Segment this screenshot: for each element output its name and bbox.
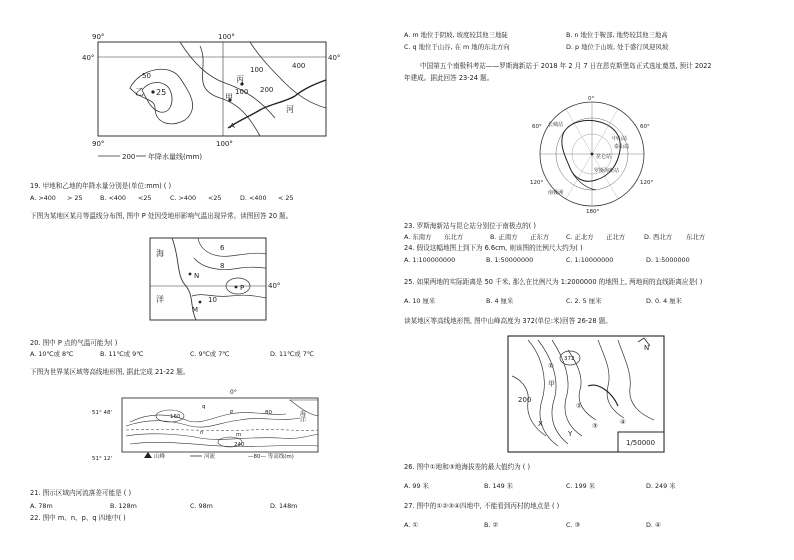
- he-label: 河: [286, 105, 294, 114]
- q23-opt-b: B. 正南方: [490, 233, 518, 241]
- q24-opt-d: D. 1:5000000: [646, 256, 690, 264]
- elev-200: 200: [518, 396, 532, 404]
- intro-21: 下图为世界某区域等高线地形图, 据此完成 21-22 题。: [30, 368, 190, 376]
- polar-top: 0°: [588, 96, 595, 102]
- legend-contour: —80— 等高线(m): [248, 454, 294, 460]
- q23-stem: 23. 罗斯海新站与昆仑站分别位于南极点的( ): [404, 222, 536, 230]
- q19-opt-d2: < 25: [278, 194, 294, 202]
- mark-160: 160: [170, 414, 181, 420]
- q23-opt-b2: 正东方: [530, 233, 550, 241]
- q25-stem: 25. 如果两地的实际距离是 50 千米, 那么在比例尺为 1:2000000 的地图上, 两地间的直线距离应是( ): [404, 278, 703, 286]
- q24-opt-c: C. 1:10000000: [566, 256, 614, 264]
- mark-q: q: [202, 404, 206, 410]
- q26-opt-b: B. 149 米: [484, 482, 514, 490]
- polar-rt: 60°: [640, 124, 650, 130]
- x-label: X: [538, 420, 543, 428]
- q20-opt-b: B. 11℃或 9℃: [100, 350, 144, 358]
- mark-m: m: [236, 432, 242, 438]
- lat-1: 51° 48': [92, 410, 113, 416]
- q27-opt-c: C. ③: [566, 521, 581, 529]
- q20-stem: 20. 图中 P 点的气温可能为( ): [30, 339, 118, 347]
- contour-25: 25: [156, 88, 167, 97]
- contour-100b: 100: [235, 88, 249, 96]
- contour-400: 400: [292, 62, 306, 70]
- q23-opt-c2: 正北方: [606, 233, 626, 241]
- point-3: ③: [592, 422, 598, 430]
- q23-opt-d: D. 西北方: [644, 233, 673, 241]
- polar-bottom: 180°: [586, 209, 600, 215]
- legend-200: 200: [122, 153, 136, 161]
- isotherm-6: 6: [220, 244, 225, 252]
- intro-23-line1: 中国第五个南极科考站——罗斯海新站于 2018 年 2 月 7 日在恩克斯堡岛正式选址奠基, 预计 2022: [420, 62, 712, 70]
- q22-stem: 22. 图中 m、n、p、q 四地中( ): [30, 514, 126, 522]
- isotherm-map: [150, 238, 290, 322]
- q20-opt-a: A. 10℃或 8℃: [30, 350, 74, 358]
- q21-opt-c: C. 98m: [190, 502, 213, 510]
- lon-label-bottom-90: 90°: [92, 140, 105, 148]
- station-rosssea: 罗斯海新站: [594, 168, 620, 174]
- polar-lt: 60°: [532, 124, 542, 130]
- legend-peak: 山峰: [154, 454, 166, 460]
- precipitation-map: [60, 28, 360, 178]
- lon-label-top-100: 100°: [218, 33, 235, 41]
- contour-50: 50: [142, 72, 151, 80]
- isotherm-10: 10: [208, 296, 217, 304]
- sea-label: 海洋: [298, 410, 306, 422]
- q22-opt-d: D. p 地位于山坡, 处于盛行风迎风坡: [566, 43, 669, 51]
- yi-label: 乙: [135, 88, 145, 98]
- q22-opt-b: B. n 地位于鞍部, 地势较其他三地高: [566, 31, 668, 39]
- contour-200: 200: [260, 86, 274, 94]
- q27-opt-b: B. ②: [484, 521, 499, 529]
- mark-n: n: [200, 430, 204, 436]
- q21-opt-a: A. 78m: [30, 502, 53, 510]
- lon-label-top-90: 90°: [92, 33, 105, 41]
- q19-opt-b: B. <400: [100, 194, 126, 202]
- intro-20: 下图为某地区某月等温线分布图, 图中 P 处因受地形影响气温出现异常。读图回答 20 题。: [30, 212, 293, 220]
- q21-stem: 21. 图示区域内河流落差可能是 ( ): [30, 489, 132, 497]
- contour-100a: 100: [250, 66, 264, 74]
- lat-40: 40°: [268, 282, 281, 290]
- q25-opt-c: C. 2. 5 厘米: [566, 297, 602, 305]
- q22-opt-c: C. q 地位于山谷, 在 m 地的东北方向: [404, 43, 510, 51]
- q24-stem: 24. 假设这幅地图上到下为 6.6cm, 则该图的比例尺大约为( ): [404, 244, 583, 252]
- lat-2: 51° 12': [92, 456, 113, 462]
- q19-opt-a2: > 25: [67, 194, 83, 202]
- scale-label: 1/50000: [626, 439, 656, 447]
- station-kunlun: 昆仑站: [596, 154, 612, 160]
- q23-opt-a2: 东北方: [444, 233, 464, 241]
- terrain-contour-map: [508, 336, 664, 454]
- p-label: P: [240, 284, 245, 292]
- a-label: A: [230, 122, 235, 130]
- q26-opt-c: C. 199 米: [566, 482, 596, 490]
- q25-opt-a: A. 10 厘米: [404, 297, 436, 305]
- lat-label-right: 40°: [328, 54, 341, 62]
- q25-opt-b: B. 4 厘米: [486, 297, 514, 305]
- m-label: M: [192, 306, 199, 314]
- q23-opt-d2: 东北方: [686, 233, 706, 241]
- peak-372: 372: [564, 356, 575, 362]
- polar-rb: 120°: [640, 180, 654, 186]
- q24-opt-a: A. 1:100000000: [404, 256, 456, 264]
- station-zhongshan: 中山站: [612, 136, 628, 142]
- q23-opt-a: A. 东南方: [404, 233, 432, 241]
- q20-opt-c: C. 9℃或 7℃: [190, 350, 230, 358]
- y-label: Y: [568, 430, 573, 438]
- q19-opt-d: D. <400: [240, 194, 267, 202]
- jia-label: 甲: [225, 93, 233, 102]
- q24-opt-b: B. 1:50000000: [486, 256, 534, 264]
- continent-label: 南极洲: [548, 190, 564, 196]
- intro-23-line2: 年建成。据此回答 23-24 题。: [404, 74, 494, 82]
- n-label: N: [194, 272, 200, 280]
- q25-opt-d: D. 0. 4 厘米: [646, 297, 682, 305]
- contour-strip-map: [90, 386, 330, 472]
- intro-26: 读某地区等高线地形图, 图中山峰高度为 372(单位:米)回答 26-28 题。: [404, 317, 612, 325]
- hai-label: 海: [156, 249, 164, 258]
- station-changcheng: 长城站: [548, 122, 564, 128]
- point-1: ①: [548, 362, 554, 370]
- q27-opt-d: D. ④: [646, 521, 661, 529]
- lat-label-left: 40°: [82, 54, 95, 62]
- q19-opt-c2: <25: [208, 194, 222, 202]
- legend-text: 年降水量线(mm): [148, 153, 203, 161]
- q26-stem: 26. 图中①地和③地海拔差的最大值约为 ( ): [404, 463, 531, 471]
- yang-label: 洋: [156, 295, 164, 304]
- q27-stem: 27. 图中的①②③④四地中, 不能看到丙村的地点是 ( ): [404, 502, 560, 510]
- q21-opt-b: B. 128m: [110, 502, 137, 510]
- mark-p: P: [230, 410, 234, 416]
- north-label: N: [644, 344, 650, 352]
- q19-opt-b2: <25: [138, 194, 152, 202]
- q20-opt-d: D. 11℃或 7℃: [270, 350, 314, 358]
- point-2: ②: [576, 402, 582, 410]
- point-4: ④: [620, 418, 626, 426]
- q26-opt-d: D. 249 米: [646, 482, 676, 490]
- mark-80: 80: [265, 410, 272, 416]
- q23-opt-c: C. 正北方: [566, 233, 594, 241]
- isotherm-8: 8: [220, 262, 225, 270]
- q21-opt-d: D. 148m: [270, 502, 298, 510]
- q19-opt-a: A. >400: [30, 194, 56, 202]
- q22-opt-a: A. m 地位于阴坡, 坡度较其他三地陡: [404, 31, 508, 39]
- top-lon: 0°: [230, 389, 237, 396]
- bing-label: 丙: [236, 75, 244, 84]
- polar-lb: 120°: [530, 180, 544, 186]
- lon-label-bottom-100: 100°: [216, 140, 233, 148]
- q19-opt-c: C. >400: [170, 194, 197, 202]
- legend-river: 河流: [204, 454, 216, 460]
- mark-240: 240: [234, 442, 245, 448]
- q19-stem: 19. 甲地和乙地的年降水量分别是(单位:mm) ( ): [30, 182, 172, 190]
- q26-opt-a: A. 99 米: [404, 482, 429, 490]
- q27-opt-a: A. ①: [404, 521, 419, 529]
- station-taishan: 泰山站: [614, 144, 630, 150]
- jia-label-4: 甲: [548, 380, 555, 388]
- antarctic-polar-map: [530, 92, 654, 214]
